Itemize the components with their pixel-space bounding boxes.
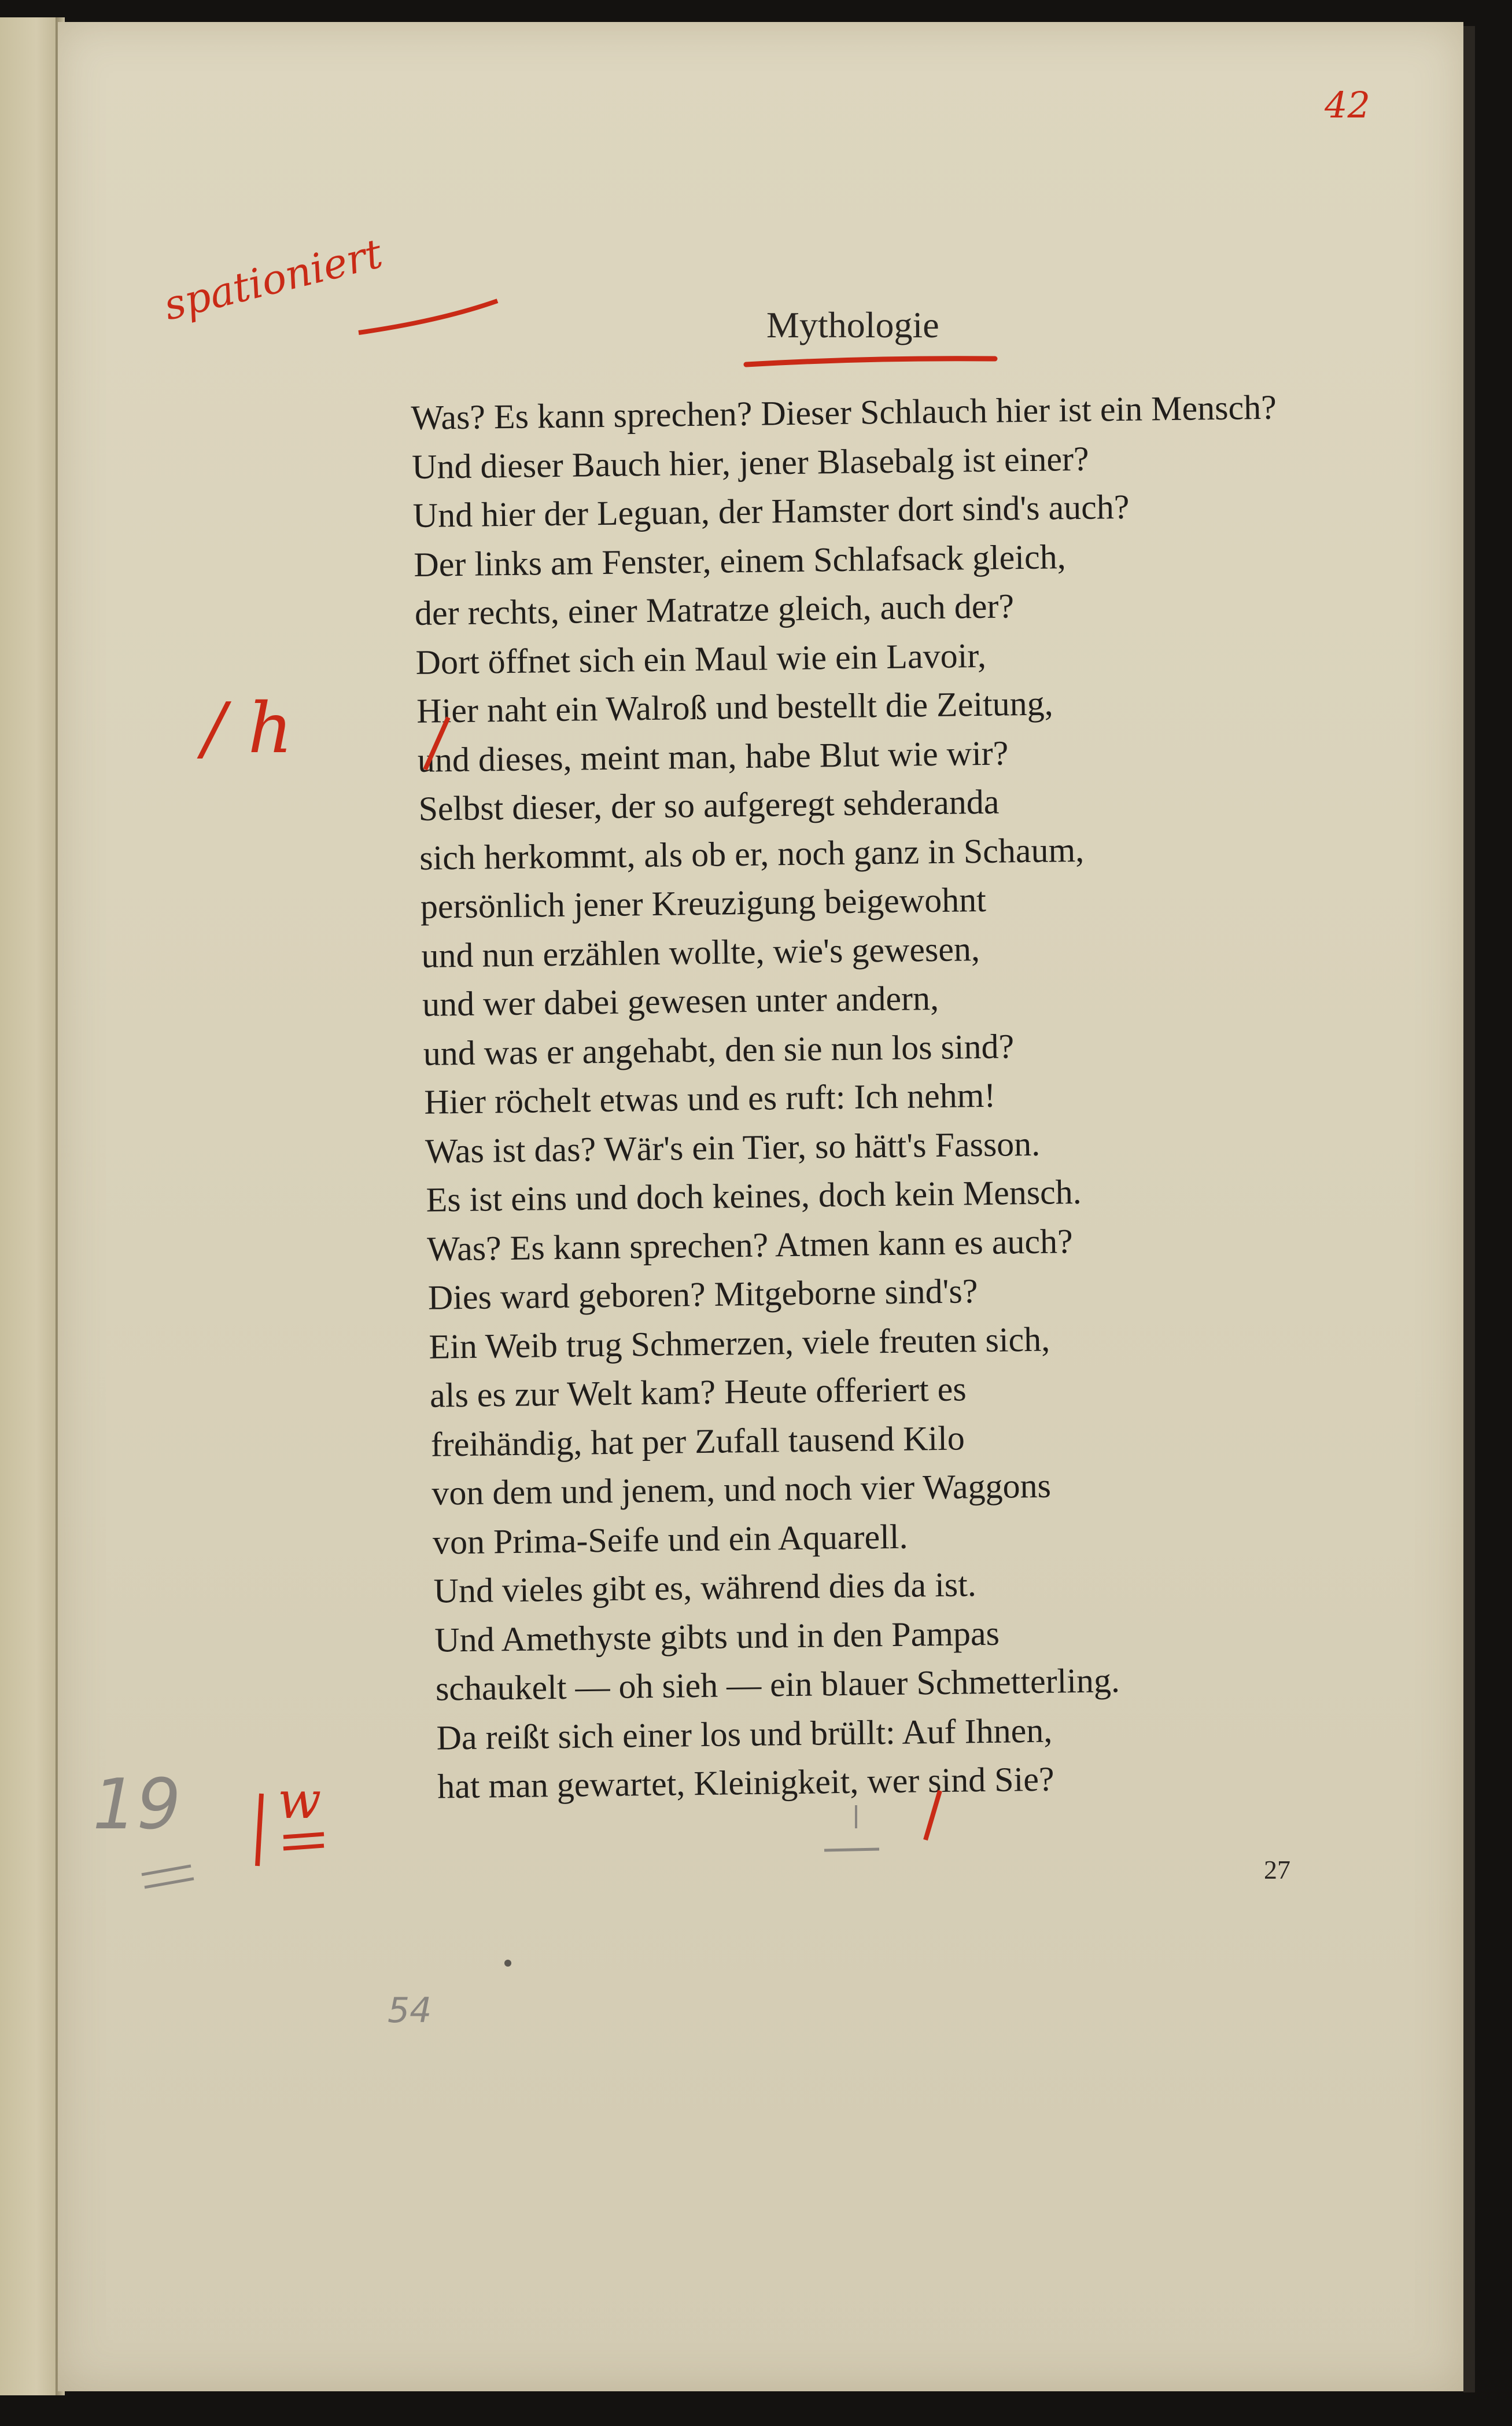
poem-title: Mythologie — [766, 304, 939, 345]
poem-line: und nun erzählen wollte, wie's gewesen, — [421, 929, 980, 975]
poem-line: freihändig, hat per Zufall tausend Kilo — [430, 1418, 965, 1464]
poem-line: Hier naht ein Walroß und bestellt die Zeitung, — [416, 684, 1054, 730]
red-margin-mark-line7: / h — [202, 689, 293, 769]
poem-line: von Prima-Seife und ein Aquarell. — [432, 1517, 908, 1562]
wer-strike — [925, 1791, 940, 1840]
poem-line: von dem und jenem, und noch vier Waggons — [432, 1466, 1052, 1512]
poem-line: hat man gewartet, Kleinigkeit, wer sind Sie? — [437, 1759, 1054, 1806]
pencil-margin-mark: 19 — [93, 1765, 181, 1845]
page-number: 27 — [1264, 1855, 1290, 1884]
poem-line: Was? Es kann sprechen? Dieser Schlauch hier ist ein Mensch? — [411, 388, 1277, 437]
red-margin-mark-bottom: w — [278, 1770, 322, 1830]
poem-line: Was? Es kann sprechen? Atmen kann es auch? — [426, 1221, 1073, 1268]
hier-strike — [425, 717, 448, 770]
poem-line: Der links am Fenster, einem Schlafsack gleich, — [414, 537, 1066, 584]
pencil-lower-mark: 54 — [388, 1990, 432, 2031]
poem-line: Da reißt sich einer los und brüllt: Auf Ihnen, — [436, 1711, 1053, 1757]
pencil-dash — [824, 1849, 879, 1850]
poem-line: Was ist das? Wär's ein Tier, so hätt's Fasson. — [425, 1124, 1041, 1170]
red-vertical-bar — [257, 1794, 261, 1866]
poem-line: und wer dabei gewesen unter andern, — [422, 978, 939, 1024]
poem-line: Und Amethyste gibts und in den Pampas — [434, 1614, 1000, 1659]
red-double-underline — [283, 1834, 324, 1849]
red-page-number: 42 — [1325, 84, 1370, 126]
poem-line: Hier röchelt etwas und es ruft: Ich nehm! — [423, 1076, 996, 1121]
poem-line: Und dieser Bauch hier, jener Blasebalg ist einer? — [411, 439, 1089, 486]
pencil-underline — [142, 1866, 194, 1887]
poem-line: sich herkommt, als ob er, noch ganz in Schaum, — [419, 830, 1085, 877]
poem-line: Es ist eins und doch keines, doch kein Mensch. — [426, 1172, 1082, 1219]
poem-line: Dies ward geboren? Mitgeborne sind's? — [427, 1272, 978, 1317]
poem-line: und dieses, meint man, habe Blut wie wir? — [417, 733, 1009, 779]
title-underline — [746, 359, 995, 365]
poem-line: persönlich jener Kreuzigung beigewohnt — [420, 880, 987, 926]
poem-line: Ein Weib trug Schmerzen, viele freuten sich, — [429, 1320, 1050, 1366]
red-spationiert-annotation: spationiert — [159, 229, 388, 330]
pencil-dot — [504, 1960, 511, 1967]
poem-line: Und hier der Leguan, der Hamster dort sind's auch? — [412, 487, 1130, 535]
poem-line: Selbst dieser, der so aufgeregt sehderanda — [418, 782, 1000, 828]
poem-line: Und vieles gibt es, während dies da ist. — [433, 1565, 977, 1610]
spationiert-strike — [359, 301, 497, 333]
poem-line: und was er angehabt, den sie nun los sind? — [423, 1026, 1015, 1073]
poem-line: Dort öffnet sich ein Maul wie ein Lavoir, — [415, 636, 987, 682]
poem-line: als es zur Welt kam? Heute offeriert es — [429, 1370, 967, 1415]
poem-line: der rechts, einer Matratze gleich, auch der? — [414, 587, 1015, 632]
poem-line: schaukelt — oh sieh — ein blauer Schmetterling. — [435, 1661, 1120, 1708]
